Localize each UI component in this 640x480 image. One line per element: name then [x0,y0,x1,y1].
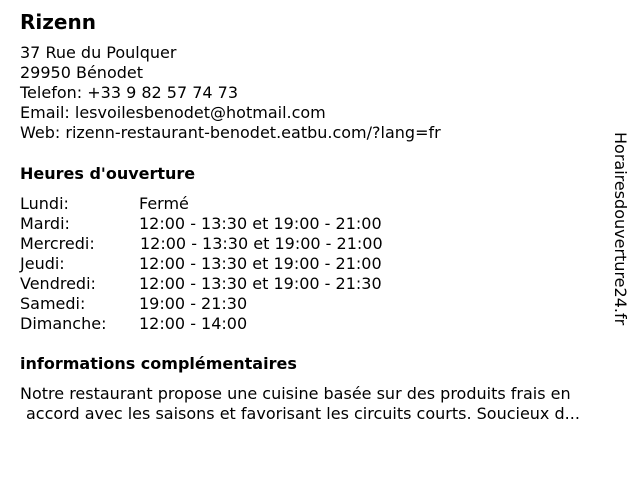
time-range: 12:00 - 14:00 [139,314,248,333]
day-label: Samedi: [20,294,86,313]
time-range: 12:00 - 13:30 et 19:00 - 21:30 [139,274,382,293]
street-address: 37 Rue du Poulquer [20,43,177,62]
day-label: Lundi: [20,194,69,213]
day-label: Mardi: [20,214,70,233]
business-name: Rizenn [20,10,96,34]
time-range: 19:00 - 21:30 [139,294,248,313]
description-text [20,384,632,424]
day-label: Dimanche: [20,314,107,333]
day-label: Mercredi: [20,234,95,253]
additional-info-heading: informations complémentaires [20,354,297,373]
website-address: Web: rizenn-restaurant-benodet.eatbu.com/?lang=fr [20,123,441,142]
day-label: Vendredi: [20,274,96,293]
time-range: 12:00 - 13:30 et 19:00 - 21:00 [139,214,382,233]
description-line: Notre restaurant propose une cuisine basée sur des produits frais en [20,384,571,403]
day-label: Jeudi: [20,254,65,273]
email-address: Email: lesvoilesbenodet@hotmail.com [20,103,326,122]
time-range: 12:00 - 13:30 et 19:00 - 21:00 [139,254,382,273]
contact-block [20,43,441,143]
description-line: accord avec les saisons et favorisant les circuits courts. Soucieux d... [26,404,580,423]
time-range: Fermé [139,194,189,213]
opening-hours-heading: Heures d'ouverture [20,164,196,183]
phone-number: Telefon: +33 9 82 57 74 73 [20,83,239,102]
time-range: 12:00 - 13:30 et 19:00 - 21:00 [140,234,383,253]
postal-city: 29950 Bénodet [20,63,144,82]
site-watermark: Horairesdouverture24.fr [611,132,630,326]
